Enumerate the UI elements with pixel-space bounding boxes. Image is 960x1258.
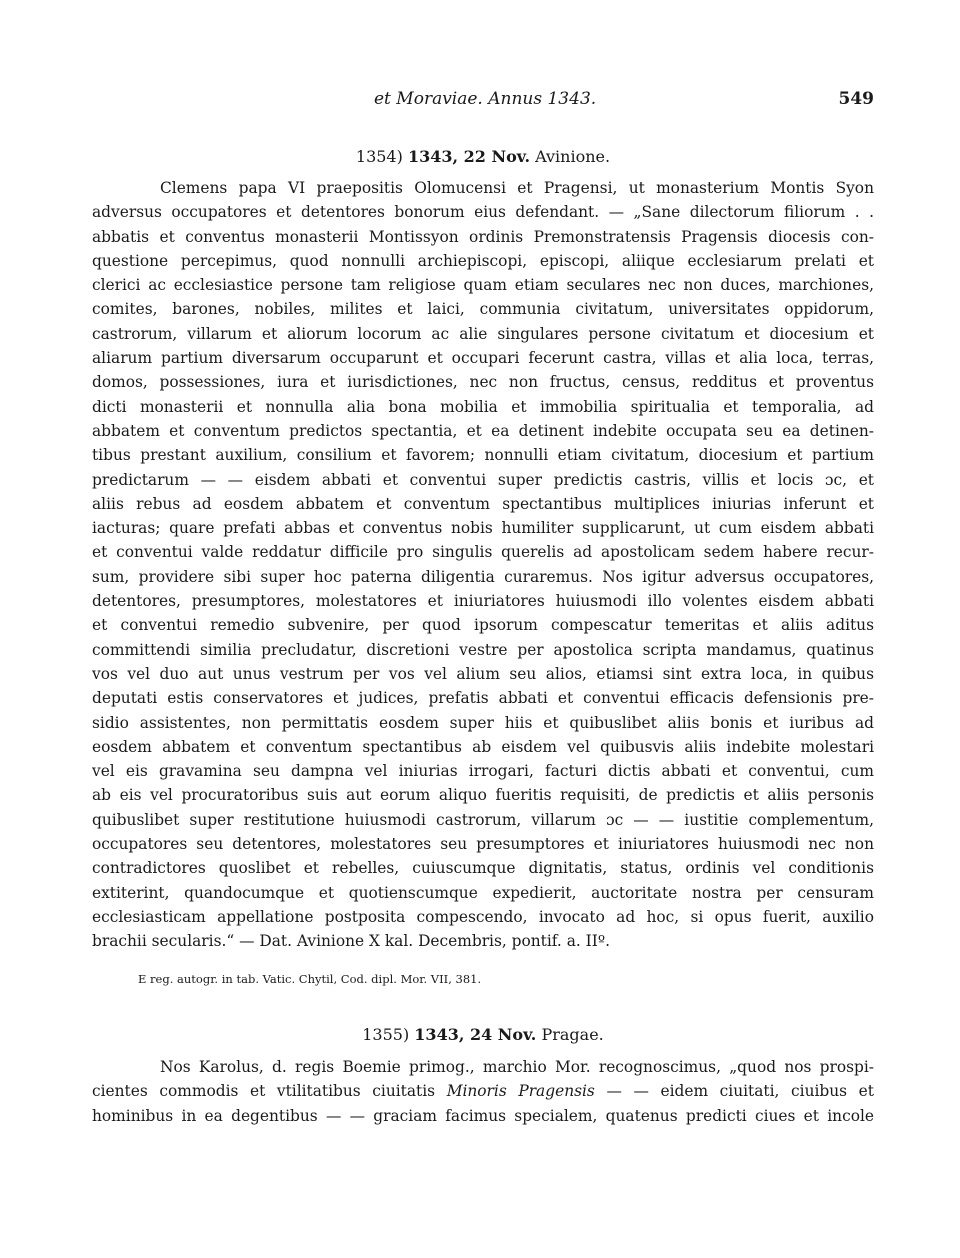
text-line: brachii secularis.“ — Dat. Avinione X kal. Decembris, pontif. a. IIº. <box>92 932 610 951</box>
doc-1354-heading <box>92 144 874 170</box>
doc-1354-source: E reg. autogr. in tab. Vatic. Chytil, Cod. dipl. Mor. VII, 381. <box>138 972 482 986</box>
text-line: Nos Karolus, d. regis Boemie primog., marchio Mor. recognoscimus, „quod nos prospi- <box>160 1058 874 1076</box>
text-line: extiterint, quandocumque et quotienscumque expedierit, auctoritate nostra per censuram <box>92 883 874 902</box>
doc-number: 1355) <box>362 1025 410 1044</box>
doc-1355-heading <box>92 1022 874 1048</box>
text-line: adversus occupatores et detentores bonorum eius defendant. — „Sane dilectorum filiorum . . <box>92 203 874 222</box>
doc-number: 1354) <box>355 147 403 166</box>
doc-date: 1343, 24 Nov. <box>414 1025 537 1044</box>
place-name-italic: Minoris Pragensis <box>446 1082 595 1101</box>
text-line: Clemens papa VI praepositis Olomucensi et Pragensi, ut monasterium Montis Syon <box>160 179 874 197</box>
text-line: et conventui remedio subvenire, per quod ipsorum compescatur temeritas et aliis aditus <box>92 616 874 635</box>
text-line: eosdem abbatem et conventum spectantibus ab eisdem vel quibusvis aliis indebite molestari <box>92 737 874 756</box>
page-header <box>92 86 874 112</box>
text-line: aliarum partium diversarum occuparunt et occupari fecerunt castra, villas et alia loca, terras, <box>92 349 874 368</box>
doc-date: 1343, 22 Nov. <box>407 147 531 166</box>
text-line: vos vel duo aut unus vestrum per vos vel alium seu alios, etiamsi sint extra loca, in quibus <box>92 664 874 683</box>
text-line: iacturas; quare prefati abbas et conventus nobis humiliter supplicarunt, ut cum eisdem abbati <box>92 519 874 538</box>
text-line: occupatores seu detentores, molestatores seu presumptores et iniuriatores huiusmodi nec non <box>92 835 874 854</box>
text-line: detentores, presumptores, molestatores et iniuriatores huiusmodi illo volentes eisdem abbati <box>92 592 874 611</box>
doc-1354-text <box>92 176 874 954</box>
text-line: hominibus in ea degentibus — — graciam facimus specialem, quatenus predicti ciues et incole <box>92 1106 874 1125</box>
text-segment: — — eidem ciuitati, ciuibus et <box>606 1082 874 1101</box>
doc-place: Avinione. <box>535 147 611 166</box>
text-line: deputati estis conservatores et judices, prefatis abbati et conventui efficacis defensionis pre- <box>92 689 874 708</box>
text-line: sidio assistentes, non permittatis eosdem super hiis et quibuslibet aliis bonis et iuribus ad <box>92 713 874 732</box>
text-line: committendi similia precludatur, discretioni vestre per apostolica scripta mandamus, quatinus <box>92 640 874 659</box>
text-line: contradictores quoslibet et rebelles, cuiuscumque dignitatis, status, ordinis vel conditionis <box>92 859 874 878</box>
doc-1355-text <box>92 1055 874 1128</box>
text-line: abbatis et conventus monasterii Montissyon ordinis Premonstratensis Pragensis diocesis con- <box>92 227 874 246</box>
text-line: dicti monasterii et nonnulla alia bona mobilia et immobilia spiritualia et temporalia, ad <box>92 397 874 416</box>
text-line: clerici ac ecclesiastice persone tam religiose quam etiam seculares nec non duces, marchiones, <box>92 276 874 295</box>
page-number: 549 <box>838 89 874 109</box>
text-line: et conventui valde reddatur difficile pro singulis querelis ad apostolicam sedem habere recur- <box>92 543 874 562</box>
text-line: castrorum, villarum et aliorum locorum ac alie singulares persone civitatum et diocesium et <box>92 324 874 343</box>
text-line: vel eis gravamina seu dampna vel iniurias irrogari, facturi dictis abbati et conventui, cum <box>92 762 874 781</box>
text-line: questione percepimus, quod nonnulli archiepiscopi, episcopi, aliique ecclesiarum prelati et <box>92 251 874 270</box>
text-line: aliis rebus ad eosdem abbatem et conventum spectantibus multiplices iniurias inferunt et <box>92 494 874 513</box>
text-line: sum, providere sibi super hoc paterna diligentia curaremus. Nos igitur adversus occupatores, <box>92 567 874 586</box>
text-line: ab eis vel procuratoribus suis aut eorum aliquo fueritis requisiti, de predictis et aliis personis <box>92 786 874 805</box>
text-line: ecclesiasticam appellatione postposita compescendo, invocato ad hoc, si opus fuerit, auxilio <box>92 907 874 926</box>
text-segment: cientes commodis et vtilitatibus ciuitatis <box>92 1082 436 1101</box>
running-title: et Moraviae. Annus 1343. <box>374 89 597 109</box>
text-line: predictarum — — eisdem abbati et conventui super predictis castris, villis et locis ɔc, et <box>92 470 874 489</box>
text-line: abbatem et conventum predictos spectantia, et ea detinent indebite occupata seu ea detinen- <box>92 421 874 440</box>
text-line: tibus prestant auxilium, consilium et favorem; nonnulli etiam civitatum, diocesium et partium <box>92 446 874 465</box>
text-line: quibuslibet super restitutione huiusmodi castrorum, villarum ɔc — — iustitie complementum, <box>92 810 874 829</box>
text-line <box>92 1079 874 1103</box>
doc-place: Pragae. <box>541 1025 604 1044</box>
text-line: comites, barones, nobiles, milites et laici, communia civitatum, universitates oppidorum, <box>92 300 874 319</box>
text-line: domos, possessiones, iura et iurisdictiones, nec non fructus, census, redditus et proventus <box>92 373 874 392</box>
